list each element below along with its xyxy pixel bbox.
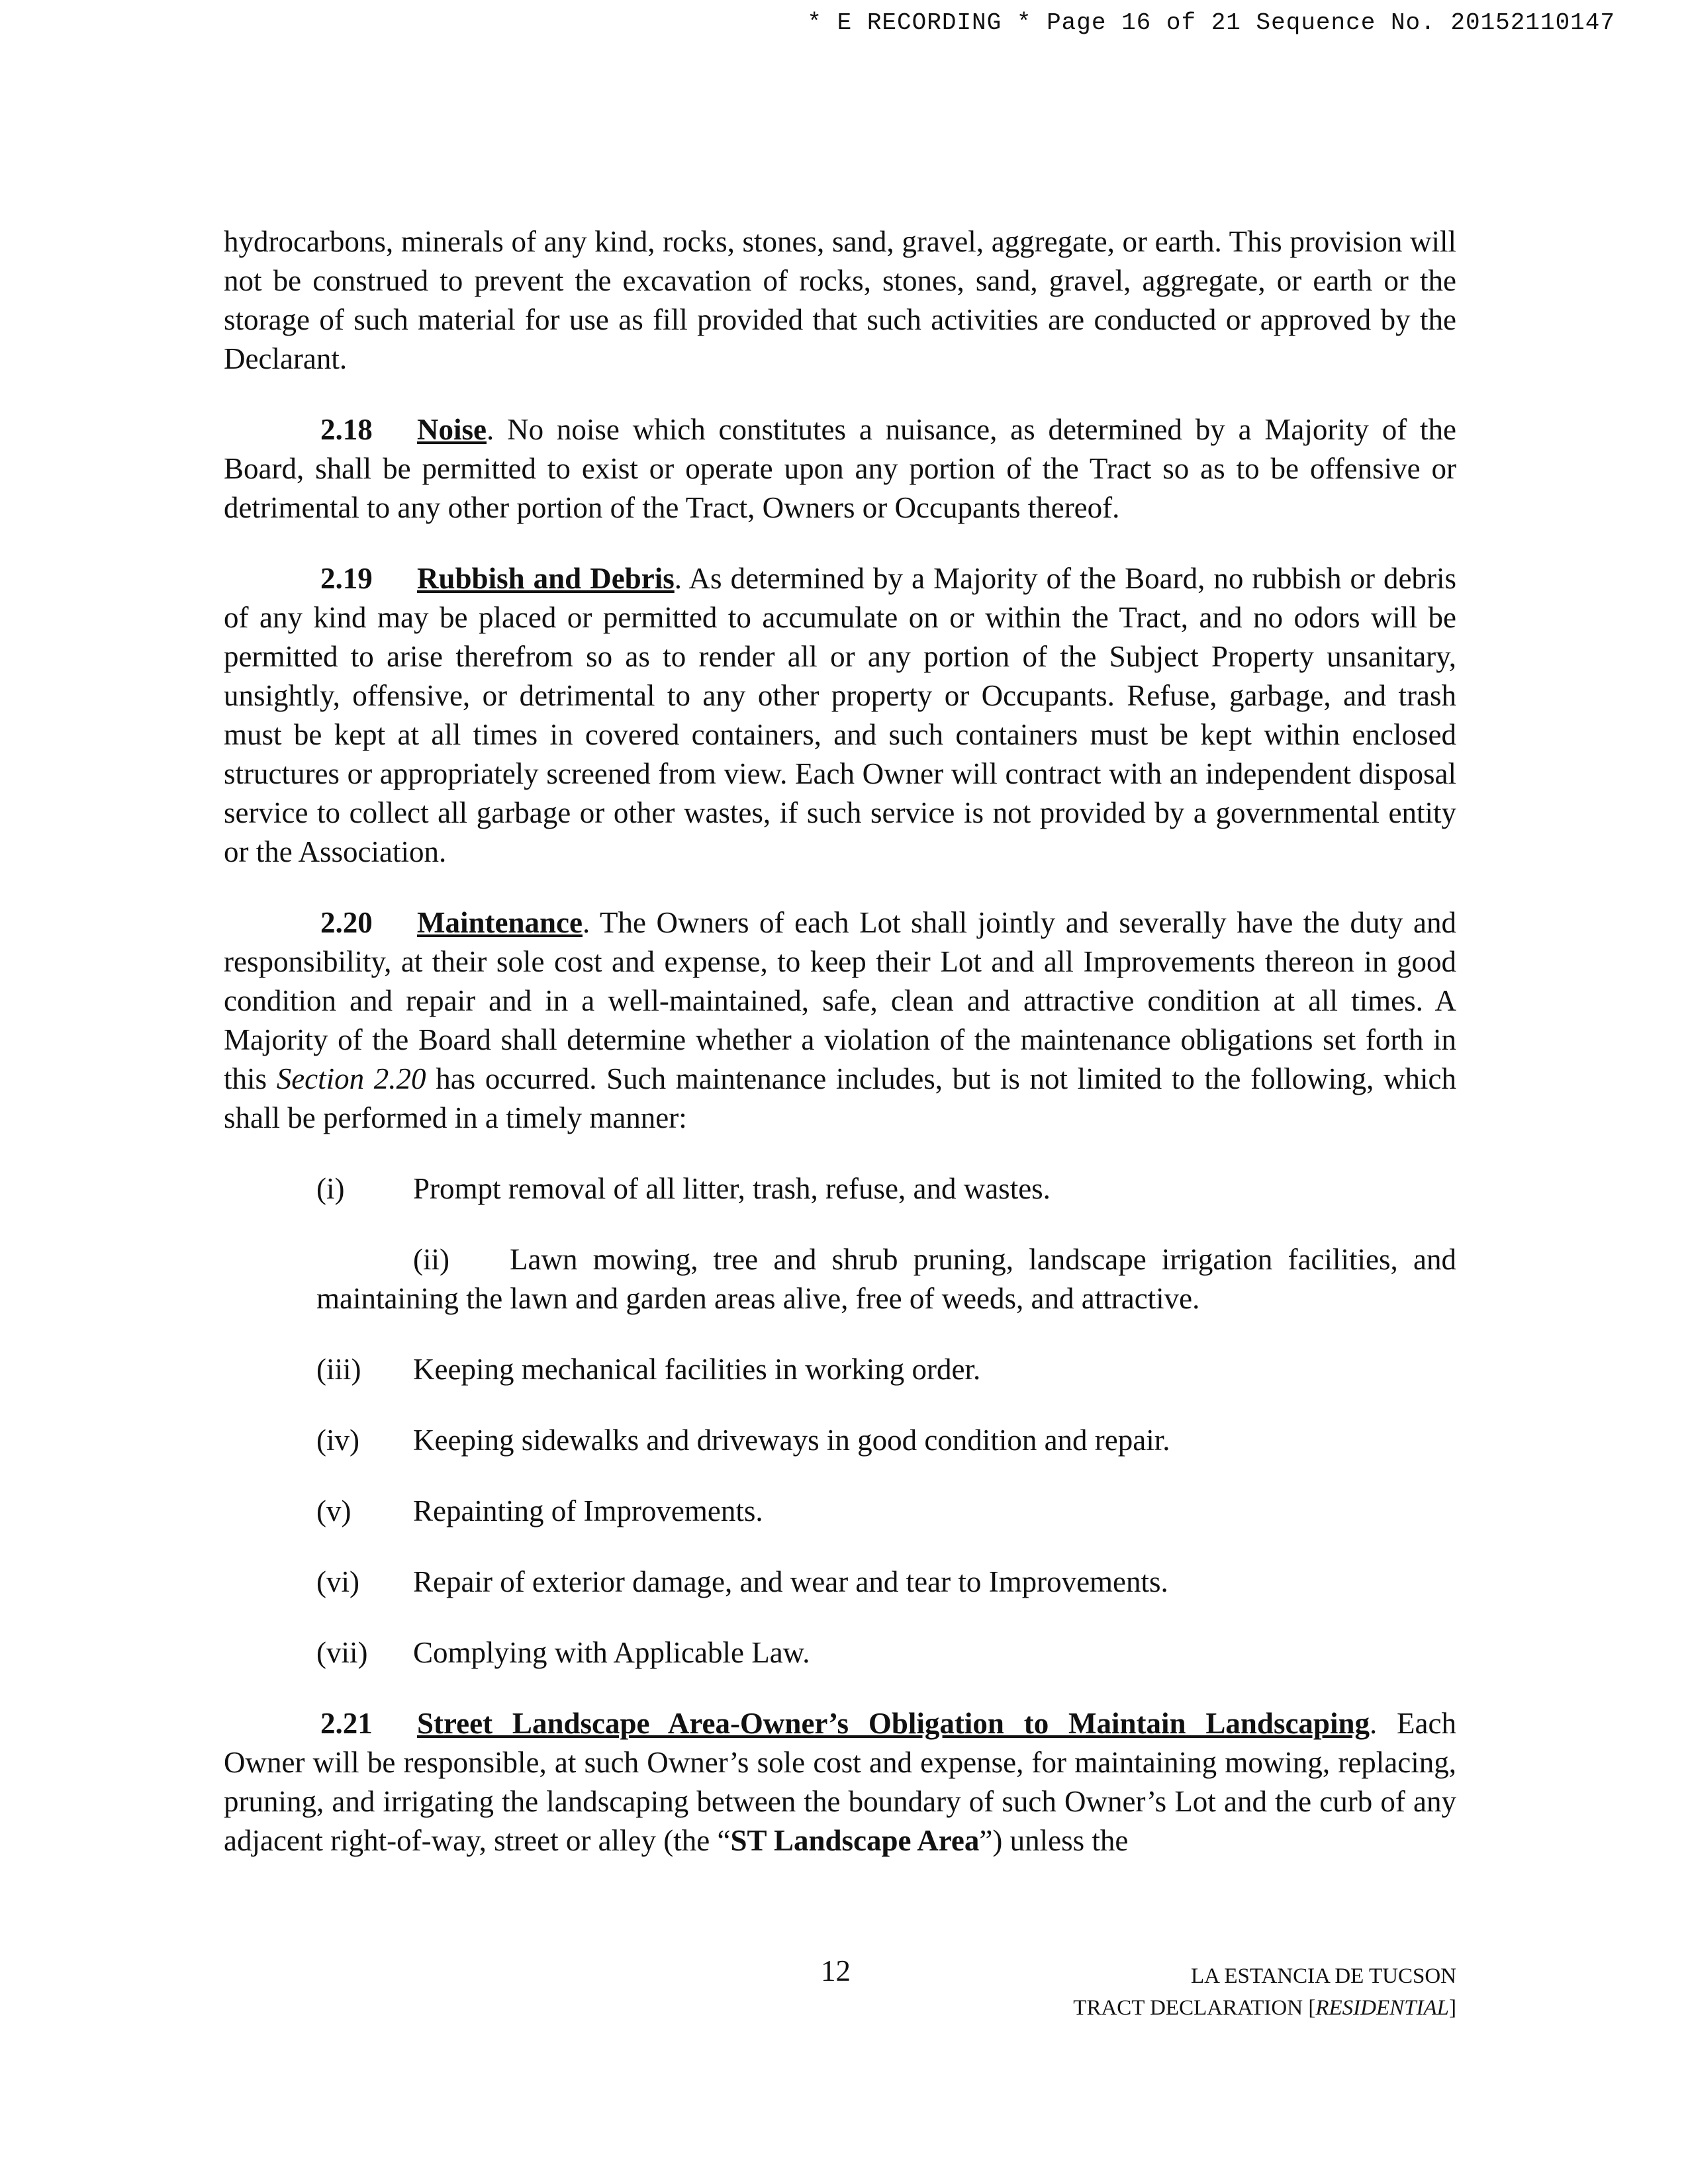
list-number: (vi)	[316, 1565, 359, 1598]
continuation-paragraph: hydrocarbons, minerals of any kind, rocks, stones, sand, gravel, aggregate, or earth. This provision will not be construed to prevent the excavation of rocks, stones, sand, gravel, aggregate, or earth or the storage of such material for use as fill provided that such activities are conducted or approved by the Declarant.	[224, 225, 1456, 375]
section-2-19	[224, 559, 1456, 872]
list-text: Lawn mowing, tree and shrub pruning, landscape irrigation facilities, and maintaining the lawn and garden areas alive, free of weeds, and attractive.	[316, 1243, 1456, 1315]
list-item	[224, 1421, 1456, 1460]
list-number: (i)	[316, 1172, 345, 1205]
document-body	[224, 222, 1456, 1892]
section-number: 2.18	[320, 413, 373, 446]
list-item	[224, 1169, 1456, 1208]
list-item	[224, 1240, 1456, 1318]
footer-title-text: ]	[1449, 1996, 1456, 2020]
list-number: (v)	[316, 1494, 352, 1527]
section-2-18	[224, 410, 1456, 527]
section-title: Maintenance	[417, 906, 583, 939]
list-item	[224, 1563, 1456, 1602]
list-number: (iii)	[316, 1353, 361, 1386]
list-number: (ii)	[413, 1243, 449, 1276]
page-number: 12	[821, 1954, 851, 1987]
section-2-21	[224, 1704, 1456, 1860]
list-text: Repainting of Improvements.	[413, 1494, 763, 1527]
section-body: . Each Owner will be responsible, at such Owner’s sole cost and expense, for maintaining mowing, replacing, pruning, and irrigating the landscaping between the boundary of such Owner’s Lot and the curb of any adjacent right-of-way, street or alley (the “	[224, 1707, 1456, 1857]
list-number: (iv)	[316, 1424, 359, 1457]
list-item	[224, 1350, 1456, 1389]
section-body: . No noise which constitutes a nuisance, as determined by a Majority of the Board, shall be permitted to exist or operate upon any portion of the Tract so as to be offensive or detrimental to any other portion of the Tract, Owners or Occupants thereof.	[224, 413, 1456, 524]
list-text: Prompt removal of all litter, trash, refuse, and wastes.	[413, 1172, 1051, 1205]
section-body: ”) unless the	[979, 1824, 1129, 1857]
footer-title-emphasis: RESIDENTIAL	[1315, 1996, 1449, 2020]
defined-term: ST Landscape Area	[730, 1824, 980, 1857]
section-body: . The Owners of each Lot shall jointly and severally have the duty and responsibility, at their sole cost and expense, to keep their Lot and all Improvements thereon in good condition and repair and in a well-maintained, safe, clean and attractive condition at all times. A Majority of the Board shall determine whether a violation of the maintenance obligations set forth in this	[224, 906, 1456, 1095]
section-number: 2.20	[320, 906, 373, 939]
section-title: Street Landscape Area-Owner’s Obligation to Maintain Landscaping	[417, 1707, 1370, 1740]
footer-title-text: TRACT DECLARATION [	[1073, 1996, 1316, 2020]
section-title: Noise	[417, 413, 487, 446]
footer-title-line2	[1073, 1992, 1456, 2024]
section-title: Rubbish and Debris	[417, 562, 675, 595]
list-text: Keeping sidewalks and driveways in good condition and repair.	[413, 1424, 1170, 1457]
document-footer-title	[1073, 1960, 1456, 2024]
section-number: 2.21	[320, 1707, 373, 1740]
footer-title-line1: LA ESTANCIA DE TUCSON	[1190, 1964, 1456, 1988]
list-number: (vii)	[316, 1636, 368, 1669]
list-item	[224, 1633, 1456, 1672]
list-text: Complying with Applicable Law.	[413, 1636, 810, 1669]
section-2-20	[224, 903, 1456, 1138]
list-text: Keeping mechanical facilities in working order.	[413, 1353, 981, 1386]
list-item	[224, 1492, 1456, 1531]
section-reference: Section 2.20	[276, 1062, 426, 1095]
recording-stamp: * E RECORDING * Page 16 of 21 Sequence No. 20152110147	[807, 9, 1615, 36]
section-body: has occurred. Such maintenance includes, but is not limited to the following, which shall be performed in a timely manner:	[224, 1062, 1456, 1134]
list-text: Repair of exterior damage, and wear and tear to Improvements.	[413, 1565, 1168, 1598]
section-number: 2.19	[320, 562, 373, 595]
section-body: . As determined by a Majority of the Board, no rubbish or debris of any kind may be placed or permitted to accumulate on or within the Tract, and no odors will be permitted to arise therefrom so as to render all or any portion of the Subject Property unsanitary, unsightly, offensive, or detrimental to any other property or Occupants. Refuse, garbage, and trash must be kept at all times in covered containers, and such containers must be kept within enclosed structures or appropriately screened from view. Each Owner will contract with an independent disposal service to collect all garbage or other wastes, if such service is not provided by a governmental entity or the Association.	[224, 562, 1456, 868]
